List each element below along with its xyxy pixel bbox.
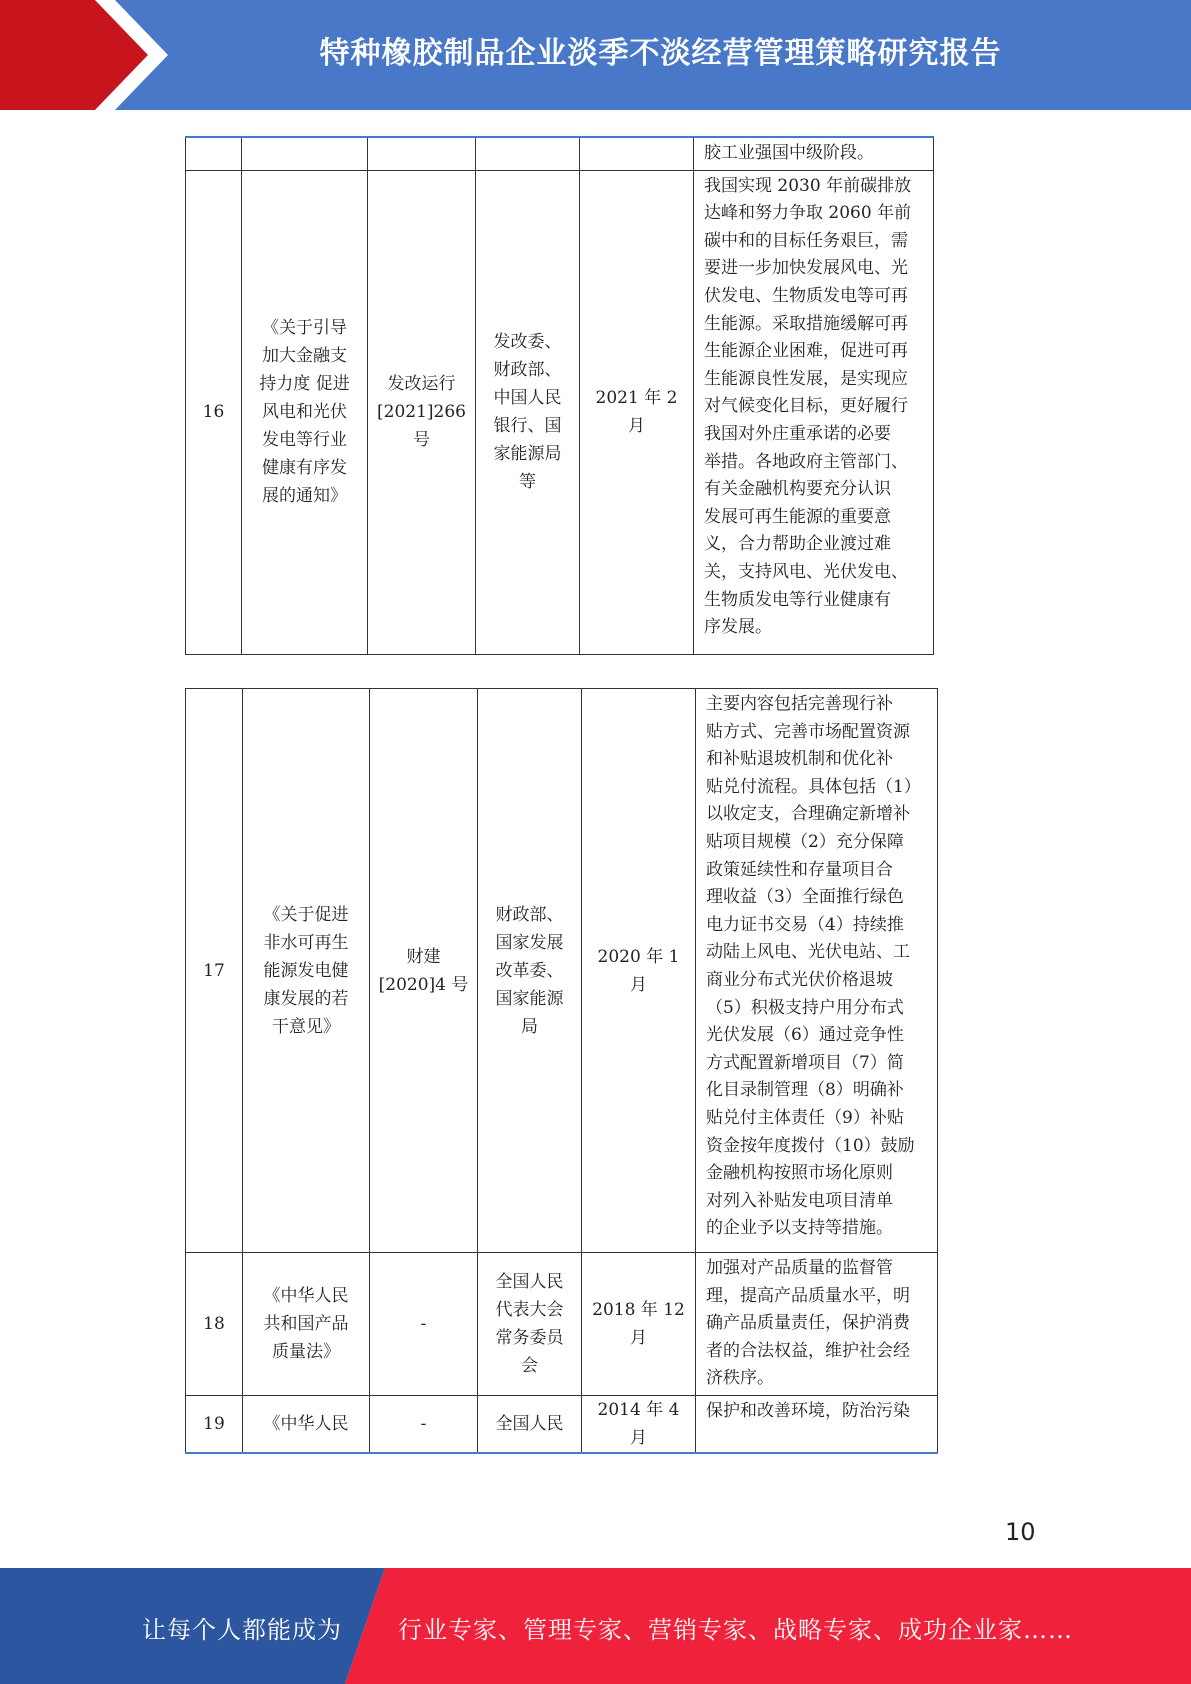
cell-date: 2020 年 1 月 bbox=[582, 689, 696, 1253]
cell-doc: - bbox=[370, 1395, 478, 1453]
cell-doc: - bbox=[370, 1253, 478, 1396]
cell-issuer: 财政部、 国家发展 改革委、 国家能源 局 bbox=[478, 689, 582, 1253]
cell-no: 18 bbox=[186, 1253, 243, 1396]
cell-name: 《关于引导 加大金融支 持力度 促进 风电和光伏 发电等行业 健康有序发 展的通知》 bbox=[242, 170, 368, 654]
cell-no: 16 bbox=[186, 170, 242, 654]
cell-content: 胶工业强国中级阶段。 bbox=[694, 137, 934, 170]
footer-slogan-left: 让每个人都能成为 bbox=[142, 1616, 342, 1644]
cell-doc: 发改运行 [2021]266 号 bbox=[368, 170, 476, 654]
cell-issuer: 发改委、 财政部、 中国人民 银行、国 家能源局 等 bbox=[476, 170, 580, 654]
cell-doc: 财建 [2020]4 号 bbox=[370, 689, 478, 1253]
cell-issuer bbox=[476, 137, 580, 170]
footer-slogan-right: 行业专家、管理专家、营销专家、战略专家、成功企业家…… bbox=[398, 1616, 1073, 1644]
table-row-19 bbox=[186, 1395, 938, 1453]
cell-date: 2021 年 2 月 bbox=[580, 170, 694, 654]
cell-issuer: 全国人民 bbox=[478, 1395, 582, 1453]
policy-table-part2 bbox=[185, 688, 938, 1454]
cell-date: 2018 年 12 月 bbox=[582, 1253, 696, 1396]
cell-date bbox=[580, 137, 694, 170]
cell-content: 主要内容包括完善现行补 贴方式、完善市场配置资源 和补贴退坡机制和优化补 贴兑付流程。具体包括（1） 以收定支，合理确定新增补 贴项目规模（2）充分保障 政策延续性和存量项目合 理收益（3）全面推行绿色 电力证书交易（4）持续推 动陆上风电、光伏电站、工 商业分布式光伏价格退坡 （5）积极支持户用分布式 光伏发展（6）通过竞争性 方式配置新增项目（7）简 化目录制管理（8）明确补 贴兑付主体责任（9）补贴 资金按年度拨付（10）鼓励 金融机构按照市场化原则 对列入补贴发电项目清单 的企业予以支持等措施。 bbox=[696, 689, 938, 1253]
cell-name: 《中华人民 共和国产品 质量法》 bbox=[243, 1253, 370, 1396]
cell-content: 保护和改善环境，防治污染 bbox=[696, 1395, 938, 1453]
cell-no bbox=[186, 137, 242, 170]
table-row-18 bbox=[186, 1253, 938, 1396]
footer-banner bbox=[0, 1568, 1191, 1684]
page-number: 10 bbox=[1005, 1518, 1036, 1546]
cell-doc bbox=[368, 137, 476, 170]
table-row-continuation bbox=[186, 137, 934, 170]
cell-content: 加强对产品质量的监督管 理，提高产品质量水平，明 确产品质量责任，保护消费 者的合法权益，维护社会经 济秩序。 bbox=[696, 1253, 938, 1396]
cell-content: 我国实现 2030 年前碳排放 达峰和努力争取 2060 年前 碳中和的目标任务艰巨，需 要进一步加快发展风电、光 伏发电、生物质发电等可再 生能源。采取措施缓解可再 生能源企业困难，促进可再 生能源良性发展，是实现应 对气候变化目标，更好履行 我国对外庄重承诺的必要 举措。各地政府主管部门、 有关金融机构要充分认识 发展可再生能源的重要意 义，合力帮助企业渡过难 关，支持风电、光伏发电、 生物质发电等行业健康有 序发展。 bbox=[694, 170, 934, 654]
cell-date: 2014 年 4 月 bbox=[582, 1395, 696, 1453]
table-row-16 bbox=[186, 170, 934, 654]
policy-table-part1 bbox=[185, 136, 934, 655]
cell-no: 17 bbox=[186, 689, 243, 1253]
header-banner bbox=[0, 0, 1191, 110]
cell-name: 《关于促进 非水可再生 能源发电健 康发展的若 干意见》 bbox=[243, 689, 370, 1253]
cell-no: 19 bbox=[186, 1395, 243, 1453]
cell-issuer: 全国人民 代表大会 常务委员 会 bbox=[478, 1253, 582, 1396]
report-title: 特种橡胶制品企业淡季不淡经营管理策略研究报告 bbox=[319, 36, 1002, 71]
cell-name: 《中华人民 bbox=[243, 1395, 370, 1453]
table-row-17 bbox=[186, 689, 938, 1253]
cell-name bbox=[242, 137, 368, 170]
